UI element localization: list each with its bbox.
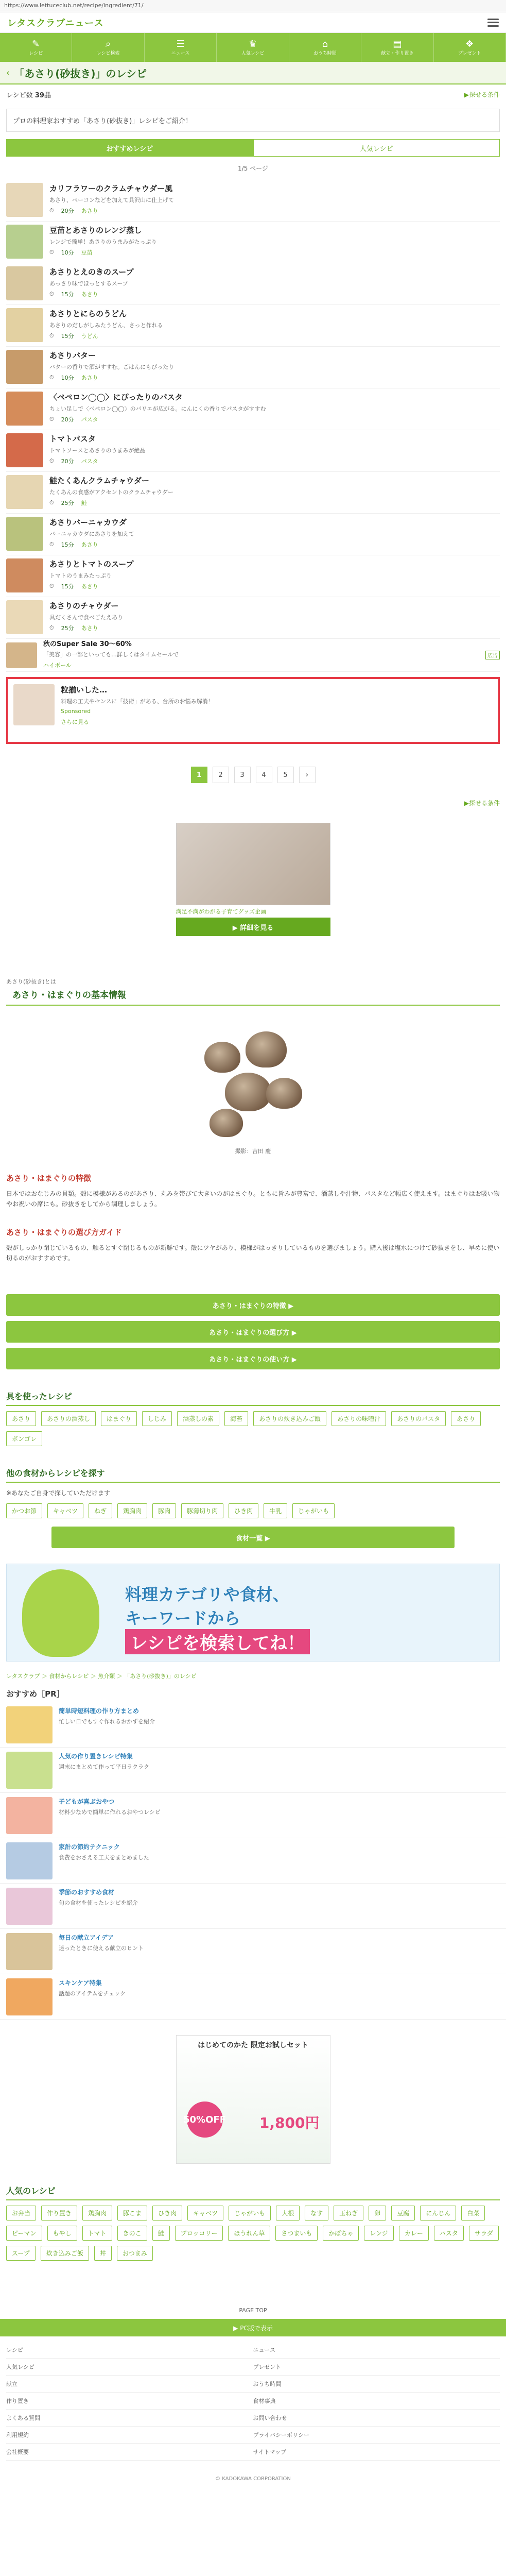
pr-item-desc: 話題のアイテムをチェック	[59, 1990, 126, 1997]
nav-icon: ☰	[176, 38, 185, 49]
clock-icon: ⏱	[49, 374, 54, 381]
nav-item[interactable]	[217, 33, 289, 62]
footer-link[interactable]: レシピ	[6, 2342, 253, 2359]
site-logo[interactable]: レタスクラブニュース	[7, 18, 104, 29]
recipe-item[interactable]	[6, 555, 500, 597]
pr-body	[59, 1842, 500, 1879]
browser-url-bar[interactable]: https://www.lettuceclub.net/recipe/ingredient/71/	[0, 0, 506, 12]
nav-label: プレゼント	[458, 50, 481, 56]
pr-item[interactable]	[0, 1884, 506, 1929]
clock-icon: ⏱	[49, 499, 54, 506]
info-section-title: あさり・はまぐりの基本情報	[6, 986, 500, 1006]
footer-link[interactable]: お問い合わせ	[253, 2410, 500, 2427]
recipe-title[interactable]: 豆苗とあさりのレンジ蒸し	[49, 226, 142, 235]
popular-title: 人気のレシピ	[6, 2184, 500, 2200]
nav-item[interactable]	[434, 33, 506, 62]
recipe-body	[49, 558, 500, 590]
sample-set-ad[interactable]	[176, 2035, 330, 2164]
site-header	[0, 12, 506, 33]
banner-line-2: キーワードから	[125, 1608, 241, 1628]
tag-link[interactable]: パスタ	[434, 2226, 464, 2241]
tag-link[interactable]: お弁当	[6, 2206, 36, 2221]
nav-label: レシピ	[29, 50, 43, 56]
related-tags	[0, 1411, 506, 1446]
page-button[interactable]: 2	[213, 767, 229, 783]
recipe-desc: ちょい足しで〈ペペロン◯◯〉のバリエが広がる。にんにくの香りでパスタがすすむ	[49, 405, 266, 412]
recipe-desc: あさりのだしがしみたうどん、さっと作れる	[49, 322, 163, 329]
page-button[interactable]: 3	[234, 767, 251, 783]
recipe-title[interactable]: 〈ペペロン◯◯〉にぴったりのパスタ	[49, 393, 183, 402]
search-title: 他の食材からレシピを探す	[6, 1467, 500, 1483]
sponsored-title: 粒揃いした…	[61, 685, 108, 694]
search-note: ※あなたご自身で探していただけます	[6, 1489, 111, 1497]
tag-link[interactable]: あさりの炊き込みご飯	[253, 1411, 326, 1426]
nav-icon: ♛	[248, 38, 257, 49]
pr-thumbnail	[6, 1888, 53, 1925]
sponsored-more-link[interactable]: さらに見る	[61, 719, 89, 725]
nav-item[interactable]	[72, 33, 144, 62]
clock-icon: ⏱	[49, 291, 54, 297]
pr-item-title[interactable]: 毎日の献立アイデア	[59, 1934, 114, 1941]
tag-link[interactable]: 玉ねぎ	[334, 2206, 363, 2221]
recipe-desc: バターの香りで酒がすすむ。ごはんにもぴったり	[49, 364, 175, 370]
recipe-ingredient: あさり	[81, 625, 98, 632]
recipe-ingredient: 豆苗	[81, 249, 93, 256]
ad-thumbnail	[6, 642, 37, 668]
recipe-ingredient: うどん	[81, 333, 98, 340]
pr-item-desc: 食費をおさえる工夫をまとめました	[59, 1854, 149, 1861]
recipe-ingredient: あさり	[81, 375, 98, 381]
promo-ad-caption: 満足不満がわがる子育てグッズ企画	[176, 908, 266, 915]
pr-thumbnail	[6, 1978, 53, 2015]
nav-icon: ⌂	[322, 38, 328, 49]
footer-link[interactable]: よくある質問	[6, 2410, 253, 2427]
pr-item-title[interactable]: 人気の作り置きレシピ特集	[59, 1753, 133, 1760]
tag-link[interactable]: ほうれん草	[228, 2226, 270, 2241]
pr-item-desc: 週末にまとめて作って平日ラクラク	[59, 1764, 149, 1770]
pr-item-title[interactable]: スキンケア特集	[59, 1979, 102, 1987]
recipe-thumbnail	[6, 433, 43, 467]
find-conditions-link-bottom[interactable]: ▶探せる条件	[464, 800, 500, 807]
recipe-time: 15分	[61, 291, 74, 298]
tag-link[interactable]: あさり	[6, 1411, 36, 1426]
tag-link[interactable]: ボンゴレ	[6, 1431, 42, 1446]
recipe-body	[49, 350, 500, 382]
clock-icon: ⏱	[49, 416, 54, 422]
pr-item[interactable]	[0, 1929, 506, 1974]
nav-icon: ✎	[32, 38, 40, 49]
breadcrumb[interactable]: レタスクラブ ＞ 食材からレシピ ＞ 魚介類 ＞ 「あさり(砂抜き)」のレシピ	[6, 1673, 197, 1680]
nav-icon: ❖	[465, 38, 474, 49]
footer-link[interactable]: 作り置き	[6, 2393, 253, 2410]
recipe-item[interactable]	[6, 180, 500, 222]
recipe-ingredient: あさり	[81, 208, 98, 214]
tag-link[interactable]: じゃがいも	[229, 2206, 271, 2221]
related-title: 具を使ったレシピ	[6, 1390, 500, 1406]
tag-link[interactable]: ひき肉	[152, 2206, 182, 2221]
tag-link[interactable]: じゃがいも	[292, 1503, 335, 1518]
recipe-desc: あっさり味でほっとするスープ	[49, 280, 128, 287]
choose-text: 殻がしっかり閉じているもの、触るとすぐ閉じるものが新鮮です。殻にツヤがあり、模様がはっきりしているものを選びましょう。購入後は塩水につけて砂抜きをし、早めに使い切るのがおすすめです。	[6, 1244, 500, 1262]
recipe-body	[49, 225, 500, 257]
banner-line-1: 料理カテゴリや食材、	[125, 1585, 289, 1604]
recipe-title[interactable]: 鮭たくあんクラムチャウダー	[49, 476, 149, 485]
pr-item-desc: 旬の食材を使ったレシピを紹介	[59, 1900, 138, 1906]
nav-label: おうち時間	[313, 50, 337, 56]
pr-thumbnail	[6, 1842, 53, 1879]
tag-link[interactable]: はまぐり	[101, 1411, 137, 1426]
ad-desc: 「美容」の一部といっても…詳しくはタイムセールで	[43, 651, 179, 658]
nav-label: 献立・作り置き	[381, 50, 414, 56]
tag-link[interactable]: ブロッコリー	[175, 2226, 223, 2241]
tag-link[interactable]: 丼	[94, 2246, 112, 2261]
recipe-title[interactable]: あさりのチャウダー	[49, 601, 119, 611]
tag-link[interactable]: 鮭	[152, 2226, 170, 2241]
pr-thumbnail	[6, 1933, 53, 1970]
recipe-time: 15分	[61, 583, 74, 590]
footer-link[interactable]: ニュース	[253, 2342, 500, 2359]
recipe-thumbnail	[6, 266, 43, 300]
info-section-label: あさり(砂抜き)とは	[6, 978, 56, 985]
pr-body	[59, 1888, 500, 1924]
tag-link[interactable]: 卵	[369, 2206, 386, 2221]
recipe-meta	[49, 624, 500, 632]
banner-line-3: レシピを検索してね！	[125, 1629, 310, 1654]
promo-ad[interactable]	[176, 823, 330, 936]
pr-body	[59, 1978, 500, 2015]
recipe-thumbnail	[6, 517, 43, 551]
ad-source: ハイボール	[43, 662, 72, 669]
promo-ad-image	[176, 823, 330, 905]
promo-ad-button[interactable]: ▶ 詳細を見る	[176, 918, 330, 936]
recipe-body	[49, 266, 500, 298]
recipe-thumbnail	[6, 558, 43, 592]
pr-item-title[interactable]: 季節のおすすめ食材	[59, 1889, 115, 1896]
recipe-desc: たくあんの食感がアクセントのクラムチャウダー	[49, 489, 173, 496]
page-title: 「あさり(砂抜き)」のレシピ	[14, 67, 147, 80]
tag-link[interactable]: ひき肉	[229, 1503, 258, 1518]
tag-link[interactable]: 炊き込みご飯	[41, 2246, 89, 2261]
footer-link[interactable]: 人気レシピ	[6, 2359, 253, 2376]
footer-link[interactable]: サイトマップ	[253, 2444, 500, 2461]
pr-body	[59, 1706, 500, 1743]
tag-link[interactable]: あさりの味噌汁	[331, 1411, 386, 1426]
pr-item-title[interactable]: 子どもが喜ぶおやつ	[59, 1798, 115, 1805]
footer-link[interactable]: 利用規約	[6, 2427, 253, 2444]
recipe-tabs	[6, 139, 500, 157]
pr-list	[0, 1702, 506, 2020]
recipe-item[interactable]	[6, 388, 500, 430]
nav-label: レシピ検索	[96, 50, 120, 56]
clock-icon: ⏱	[49, 207, 54, 214]
feature-heading: あさり・はまぐりの特徴	[6, 1174, 92, 1183]
tag-link[interactable]: もやし	[47, 2226, 77, 2241]
clock-icon: ⏱	[49, 541, 54, 548]
recipe-meta	[49, 248, 500, 257]
recipe-title[interactable]: カリフラワーのクラムチャウダー風	[49, 184, 172, 193]
recipe-meta	[49, 374, 500, 382]
choose-button[interactable]: あさり・はまぐりの選び方 ▶	[6, 1321, 500, 1343]
pr-item[interactable]	[0, 1838, 506, 1884]
recipe-time: 15分	[61, 333, 74, 340]
tag-link[interactable]: さつまいも	[275, 2226, 318, 2241]
recipe-item[interactable]	[6, 222, 500, 263]
tag-link[interactable]: 豚こま	[117, 2206, 147, 2221]
recipe-item[interactable]	[6, 514, 500, 555]
pc-view-link[interactable]: ▶ PC版で表示	[0, 2319, 506, 2336]
nav-item[interactable]	[289, 33, 361, 62]
recipe-thumbnail	[6, 475, 43, 509]
tag-link[interactable]: かぼちゃ	[323, 2226, 359, 2241]
search-banner[interactable]	[6, 1564, 500, 1662]
tag-link[interactable]: しじみ	[142, 1411, 172, 1426]
sample-ad-price: 1,800円	[259, 2114, 320, 2131]
footer-link[interactable]: プライバシーポリシー	[253, 2427, 500, 2444]
pr-thumbnail	[6, 1797, 53, 1834]
pr-item[interactable]	[0, 1793, 506, 1838]
sponsored-card[interactable]	[6, 677, 500, 744]
tag-link[interactable]: スープ	[6, 2246, 36, 2261]
tab-popular[interactable]: 人気レシピ	[253, 139, 500, 157]
recipe-body	[49, 392, 500, 423]
tag-link[interactable]: にんじん	[420, 2206, 456, 2221]
recipe-title[interactable]: あさりとえのきのスープ	[49, 267, 134, 277]
recipe-thumbnail	[6, 308, 43, 342]
clock-icon: ⏱	[49, 624, 54, 631]
recipe-body	[49, 433, 500, 465]
recipe-meta	[49, 415, 500, 423]
sample-ad-discount: 50%OFF	[187, 2102, 223, 2138]
tag-link[interactable]: 白菜	[461, 2206, 485, 2221]
choose-heading: あさり・はまぐりの選び方ガイド	[6, 1228, 122, 1237]
tag-link[interactable]: 鶏胸肉	[82, 2206, 112, 2221]
nav-item[interactable]	[361, 33, 433, 62]
pr-item-title[interactable]: 簡単時短料理の作り方まとめ	[59, 1707, 139, 1715]
pr-item-title[interactable]: 家計の節約テクニック	[59, 1843, 120, 1851]
pr-title: おすすめ［PR］	[6, 1689, 64, 1699]
sponsored-desc: 料理の工夫やセンスに「技術」がある、台所のお悩み解消！	[61, 698, 214, 705]
tag-link[interactable]: なす	[305, 2206, 328, 2221]
tag-link[interactable]: あさりの酒蒸し	[41, 1411, 96, 1426]
sponsored-label: Sponsored	[61, 708, 91, 715]
recipe-thumbnail	[6, 600, 43, 634]
nav-icon: ⌕	[106, 38, 111, 49]
pr-item-desc: 忙しい日でもすぐ作れるおかずを紹介	[59, 1718, 155, 1725]
clock-icon: ⏱	[49, 332, 54, 339]
tag-link[interactable]: 作り置き	[41, 2206, 77, 2221]
popular-tags	[0, 2206, 506, 2261]
tag-link[interactable]: ピーマン	[6, 2226, 42, 2241]
recipe-count-row	[0, 84, 506, 105]
recipe-body	[49, 183, 500, 215]
tag-link[interactable]: あさり	[451, 1411, 481, 1426]
pagination	[0, 767, 506, 783]
page-button[interactable]: ›	[299, 767, 316, 783]
ingredient-list-button[interactable]: 食材一覧 ▶	[51, 1527, 455, 1548]
pr-item[interactable]	[0, 1974, 506, 2020]
recipe-body	[49, 600, 500, 632]
recipe-title[interactable]: あさりバーニャカウダ	[49, 518, 127, 527]
recipe-meta	[49, 457, 500, 465]
recipe-meta	[49, 582, 500, 590]
tag-link[interactable]: 豚薄切り肉	[181, 1503, 223, 1518]
footer-link[interactable]: おうち時間	[253, 2376, 500, 2393]
tag-link[interactable]: カレー	[399, 2226, 429, 2241]
tag-link[interactable]: 海苔	[224, 1411, 248, 1426]
pr-item-desc: 迷ったときに使える献立のヒント	[59, 1945, 144, 1952]
recipe-thumbnail	[6, 225, 43, 259]
recipe-time: 20分	[61, 416, 74, 423]
footer-link[interactable]: 献立	[6, 2376, 253, 2393]
recipe-meta	[49, 207, 500, 215]
recipe-ingredient: あさり	[81, 541, 98, 548]
recipe-title[interactable]: トマトパスタ	[49, 434, 96, 444]
recipe-body	[49, 308, 500, 340]
recipe-body	[49, 517, 500, 549]
recipe-meta	[49, 290, 500, 298]
recipe-meta	[49, 499, 500, 507]
ad-row[interactable]	[6, 639, 500, 672]
recipe-title[interactable]: あさりバター	[49, 351, 96, 360]
search-tags	[0, 1503, 506, 1518]
photo-credit: 撮影：吉田 慶	[235, 1148, 271, 1155]
sample-ad-heading: はじめてのかた 限定お試しセット	[198, 2041, 308, 2049]
recipe-ingredient: パスタ	[81, 458, 98, 465]
tag-link[interactable]: サラダ	[469, 2226, 499, 2241]
recipe-thumbnail	[6, 183, 43, 217]
recipe-time: 20分	[61, 458, 74, 465]
recipe-desc: トマトソースとあさりのうまみが絶品	[49, 447, 146, 454]
feature-text: 日本ではおなじみの貝類。殻に模様があるのがあさり、丸みを帯びて大きいのがはまぐり。ともに旨みが豊富で、酒蒸しや汁物、パスタなど幅広く使えます。はまぐりはお吸い物やお祝いの席にも。砂抜きをしてから調理しましょう。	[6, 1190, 500, 1208]
pr-item-desc: 材料少なめで簡単に作れるおやつレシピ	[59, 1809, 161, 1816]
page-button[interactable]: 4	[256, 767, 272, 783]
recipe-time: 20分	[61, 208, 74, 214]
tag-link[interactable]: 牛乳	[264, 1503, 287, 1518]
tag-link[interactable]: 鶏胸肉	[117, 1503, 147, 1518]
recipe-item[interactable]	[6, 305, 500, 347]
tag-link[interactable]: おつまみ	[117, 2246, 153, 2261]
recipe-ingredient: あさり	[81, 291, 98, 298]
mascot-icon	[22, 1569, 99, 1657]
pr-thumbnail	[6, 1752, 53, 1789]
recipe-list	[0, 180, 506, 639]
footer-link[interactable]: 食材事典	[253, 2393, 500, 2410]
nav-item[interactable]	[0, 33, 72, 62]
nav-label: 人気レシピ	[241, 50, 265, 56]
recipe-ingredient: パスタ	[81, 416, 98, 423]
tag-link[interactable]: 豆腐	[391, 2206, 415, 2221]
recipe-thumbnail	[6, 350, 43, 384]
clam-photo	[194, 1021, 312, 1145]
tab-recommended[interactable]: おすすめレシピ	[6, 139, 253, 157]
page-title-bar	[0, 62, 506, 84]
tag-link[interactable]: トマト	[82, 2226, 112, 2241]
tag-link[interactable]: 豚肉	[152, 1503, 176, 1518]
nav-item[interactable]	[145, 33, 217, 62]
recipe-title[interactable]: あさりとトマトのスープ	[49, 560, 134, 569]
category-nav	[0, 33, 506, 62]
recipe-item[interactable]	[6, 472, 500, 514]
pr-item[interactable]	[0, 1748, 506, 1793]
feature-button[interactable]: あさり・はまぐりの特徴 ▶	[6, 1294, 500, 1316]
ad-badge: 広告	[485, 651, 500, 659]
usage-button[interactable]: あさり・はまぐりの使い方 ▶	[6, 1348, 500, 1369]
recipe-item[interactable]	[6, 347, 500, 388]
pr-body	[59, 1933, 500, 1970]
sponsored-thumbnail	[13, 684, 55, 725]
recipe-time: 15分	[61, 541, 74, 548]
nav-icon: ▤	[393, 38, 402, 49]
clock-icon: ⏱	[49, 583, 54, 589]
ad-title: 秋のSuper Sale 30〜60%	[43, 640, 132, 648]
recipe-body	[49, 475, 500, 507]
tag-link[interactable]: ねぎ	[89, 1503, 112, 1518]
recipe-item[interactable]	[6, 430, 500, 472]
recipe-desc: バーニャカウダにあさりを加えて	[49, 531, 134, 537]
find-conditions-link[interactable]: ▶探せる条件	[464, 91, 500, 98]
recipe-thumbnail	[6, 392, 43, 426]
page-button[interactable]: 5	[277, 767, 294, 783]
recipe-item[interactable]	[6, 263, 500, 305]
pr-body	[59, 1752, 500, 1788]
recipe-desc: 具だくさんで食べごたえあり	[49, 614, 123, 621]
recipe-meta	[49, 540, 500, 549]
tag-link[interactable]: 大根	[276, 2206, 300, 2221]
footer-links	[0, 2336, 506, 2466]
recipe-title[interactable]: あさりとにらのうどん	[49, 309, 127, 318]
recipe-time: 10分	[61, 375, 74, 381]
recipe-count: レシピ数 39品	[6, 92, 51, 99]
recipe-ingredient: あさり	[81, 583, 98, 590]
recipe-time: 25分	[61, 500, 74, 506]
page-info: 1/5 ページ	[238, 165, 268, 172]
recipe-item[interactable]	[6, 597, 500, 639]
recipe-time: 10分	[61, 249, 74, 256]
page-button[interactable]: 1	[191, 767, 207, 783]
clock-icon: ⏱	[49, 457, 54, 464]
pr-thumbnail	[6, 1706, 53, 1743]
footer-link[interactable]: 会社概要	[6, 2444, 253, 2461]
pr-item[interactable]	[0, 1702, 506, 1748]
copyright: © KADOKAWA CORPORATION	[215, 2476, 291, 2482]
tag-link[interactable]: あさりのパスタ	[391, 1411, 446, 1426]
page-top-link[interactable]: PAGE TOP	[239, 2307, 267, 2314]
tag-link[interactable]: レンジ	[364, 2226, 393, 2241]
recipe-desc: あさり、ベーコンなどを加えて具沢山に仕上げて	[49, 197, 174, 204]
lead-text: プロの料理家おすすめ「あさり(砂抜き)」レシピをご紹介！	[6, 109, 500, 132]
recipe-desc: レンジで簡単！あさりのうまみがたっぷり	[49, 239, 157, 245]
recipe-time: 25分	[61, 625, 74, 632]
recipe-meta	[49, 332, 500, 340]
nav-label: ニュース	[171, 50, 190, 56]
back-arrow-icon[interactable]: ‹	[6, 67, 10, 78]
tag-link[interactable]: 酒蒸しの素	[177, 1411, 219, 1426]
footer-link[interactable]: プレゼント	[253, 2359, 500, 2376]
hamburger-menu-icon[interactable]	[487, 19, 499, 27]
recipe-desc: トマトのうまみたっぷり	[49, 572, 112, 579]
recipe-ingredient: 鮭	[81, 500, 87, 506]
tag-link[interactable]: きのこ	[117, 2226, 147, 2241]
pr-body	[59, 1797, 500, 1834]
tag-link[interactable]: かつお節	[6, 1503, 42, 1518]
clock-icon: ⏱	[49, 249, 54, 256]
tag-link[interactable]: キャベツ	[187, 2206, 223, 2221]
tag-link[interactable]: キャベツ	[47, 1503, 83, 1518]
